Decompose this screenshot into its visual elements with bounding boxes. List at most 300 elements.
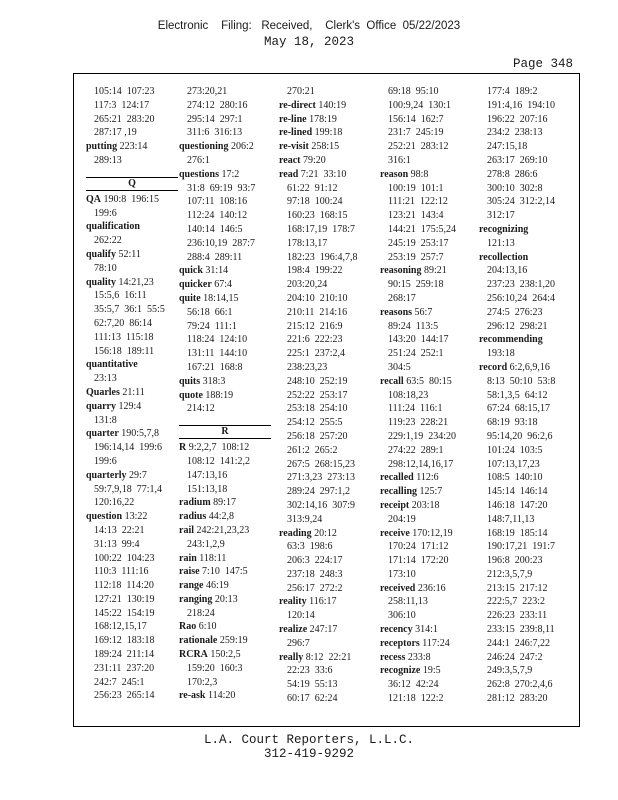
page-line-refs: 22:23 33:6 (287, 665, 333, 677)
page-line-refs: 150:2,5 (210, 649, 241, 661)
page-line-refs: 36:12 42:24 (388, 679, 439, 691)
page-line-refs: 237:23 238:1,20 (487, 279, 556, 291)
page-line-refs: 203:18 (411, 499, 440, 511)
page-line-refs: 296:7 (287, 637, 310, 649)
page-line-refs: 112:6 (416, 472, 439, 484)
index-term: record (479, 361, 508, 373)
index-term: qualify (86, 248, 117, 260)
index-term: quite (179, 292, 201, 304)
page-line-refs: 156:14 162:7 (388, 113, 444, 125)
index-term: recency (380, 624, 413, 636)
index-term: re-line (279, 113, 307, 125)
page-line-refs: 251:24 252:1 (388, 348, 444, 360)
index-column-4 (380, 85, 472, 706)
page-line-refs: 233:8 (407, 651, 431, 663)
page-line-refs: 116:17 (309, 596, 337, 608)
page-line-refs: 212:3,5,7,9 (487, 568, 533, 580)
page-line-refs: 9:2,2,7 108:12 (188, 442, 250, 454)
page-line-refs: 169:12 183:18 (94, 635, 155, 647)
page-line-refs: 316:1 (388, 154, 411, 166)
page-line-refs: 31:14 (205, 265, 229, 277)
index-term: receptors (380, 637, 420, 649)
page-line-refs: 23:13 (94, 373, 117, 385)
page-line-refs: 189:24 211:14 (94, 649, 155, 661)
page-line-refs: 108:12 141:2,2 (187, 455, 251, 467)
page-line-refs: 173:10 (388, 568, 416, 580)
index-entry (279, 651, 371, 665)
index-entry (380, 664, 472, 678)
index-term: putting (86, 141, 118, 153)
page-line-refs: 168:17,19 178:7 (287, 223, 356, 235)
index-term: ranging (179, 593, 213, 605)
index-term: radius (179, 511, 207, 523)
page-line-refs: 190:5,7,8 (121, 428, 160, 440)
page-line-refs: 300:10 302:8 (487, 182, 543, 194)
page-line-refs: 17:2 (221, 168, 240, 180)
page-line-refs: 111:24 116:1 (388, 403, 443, 415)
letter-heading: Q (86, 177, 178, 191)
index-term: rail (179, 524, 194, 536)
page-line-refs: 199:6 (94, 207, 117, 219)
index-entry (179, 375, 271, 389)
index-term: recollection (479, 251, 529, 263)
page-line-refs: 278:8 286:6 (487, 168, 538, 180)
index-entry (479, 333, 571, 347)
page-line-refs: 188:19 (205, 389, 234, 401)
index-entry (479, 251, 571, 265)
page-line-refs: 213:15 217:12 (487, 582, 548, 594)
page-line-refs: 140:19 (318, 99, 347, 111)
page-line-refs: 312:17 (487, 210, 515, 222)
page-line-refs: 123:21 143:4 (388, 210, 444, 222)
index-entry (380, 471, 472, 485)
index-term: re-visit (279, 141, 309, 153)
index-column-3 (279, 85, 371, 706)
page-line-refs: 253:18 254:10 (287, 403, 348, 415)
page-line-refs: 287:17 ,19 (94, 127, 137, 139)
page-line-refs: 170:2,3 (187, 676, 218, 688)
page-line-refs: 20:13 (214, 593, 238, 605)
index-entry (380, 527, 472, 541)
deposition-date: May 18, 2023 (263, 35, 354, 49)
index-term: QA (86, 193, 101, 205)
index-entry (380, 499, 472, 513)
index-entry (380, 306, 472, 320)
page-line-refs: 67:4 (214, 279, 233, 291)
index-entry (380, 651, 472, 665)
page-line-refs: 59:7,9,18 77:1,4 (94, 483, 163, 495)
page-line-refs: 160:23 168:15 (287, 210, 348, 222)
page-line-refs: 295:14 297:1 (187, 113, 243, 125)
page-line-refs: 304:5 (388, 361, 411, 373)
page-line-refs: 21:11 (122, 386, 145, 398)
page-line-refs: 259:19 (219, 635, 248, 647)
page-line-refs: 100:22 104:23 (94, 552, 155, 564)
index-entry (179, 689, 271, 703)
page-line-refs: 46:19 (205, 580, 229, 592)
index-term: quality (86, 276, 117, 288)
index-entry (86, 248, 178, 262)
index-term: questioning (179, 141, 229, 153)
page-line-refs: 204:10 210:10 (287, 292, 348, 304)
index-term: recalling (380, 486, 418, 498)
index-entry (179, 565, 271, 579)
page-line-refs: 221:6 222:23 (287, 334, 343, 346)
page-line-refs: 13:22 (124, 511, 148, 523)
index-term: quits (179, 375, 201, 387)
page-line-refs: 117:3 124:17 (94, 99, 150, 111)
page-line-refs: 156:18 189:11 (94, 345, 155, 357)
page-line-refs: 274:22 289:1 (388, 444, 444, 456)
page-line-refs: 145:14 146:14 (487, 486, 548, 498)
page-line-refs: 35:5,7 36:1 55:5 (94, 304, 165, 316)
index-entry (179, 648, 271, 662)
page-line-refs: 281:12 283:20 (487, 693, 548, 705)
index-term: re-ask (179, 690, 206, 702)
index-entry (380, 485, 472, 499)
page-line-refs: 274:12 280:16 (187, 99, 248, 111)
page-line-refs: 108:18,23 (388, 389, 429, 401)
page-line-refs: 226:23 233:11 (487, 610, 548, 622)
page-line-refs: 69:18 95:10 (388, 86, 439, 97)
index-term: receive (380, 527, 410, 539)
page-line-refs: 100:9,24 130:1 (388, 99, 452, 111)
page-line-refs: 171:14 172:20 (388, 555, 449, 567)
index-term: quick (179, 265, 203, 277)
page-line-refs: 101:24 103:5 (487, 444, 543, 456)
index-term: questions (179, 168, 220, 180)
page-line-refs: 296:12 298:21 (487, 320, 548, 332)
page-line-refs: 107:11 108:16 (187, 196, 248, 208)
page-line-refs: 306:10 (388, 610, 416, 622)
page-line-refs: 170:12,19 (412, 527, 453, 539)
page-line-refs: 298:12,14,16,17 (388, 458, 454, 470)
page-line-refs: 110:3 111:16 (94, 566, 149, 578)
page-line-refs: 276:1 (187, 154, 210, 166)
index-column-2 (179, 85, 271, 703)
page-line-refs: 8:13 50:10 53:8 (487, 375, 556, 387)
page-line-refs: 105:14 107:23 (94, 86, 155, 97)
page-line-refs: 252:21 283:12 (388, 141, 449, 153)
page-line-refs: 18:14,15 (203, 292, 239, 304)
index-term: react (279, 154, 301, 166)
page-line-refs: 231:11 237:20 (94, 662, 155, 674)
page-line-refs: 68:19 93:18 (487, 417, 538, 429)
index-entry (479, 223, 571, 237)
page-line-refs: 288:4 289:11 (187, 251, 243, 263)
page-line-refs: 107:13,17,23 (487, 458, 540, 470)
index-entry (380, 168, 472, 182)
index-entry (279, 113, 371, 127)
page-line-refs: 20:12 (314, 527, 337, 539)
page-line-refs: 129:4 (118, 400, 142, 412)
page-line-refs: 60:17 62:24 (287, 693, 338, 705)
index-entry (86, 220, 178, 234)
page-line-refs: 273:20,21 (187, 86, 228, 97)
page-line-refs: 274:5 276:23 (487, 306, 543, 318)
page-line-refs: 112:24 140:12 (187, 210, 248, 222)
page-line-refs: 127:21 130:19 (94, 593, 155, 605)
index-entry (179, 140, 271, 154)
page-line-refs: 97:18 100:24 (287, 196, 343, 208)
index-entry (86, 193, 178, 207)
index-entry (179, 552, 271, 566)
page-line-refs: 236:10,19 287:7 (187, 237, 256, 249)
index-entry (179, 634, 271, 648)
page-line-refs: 262:22 (94, 235, 122, 247)
index-entry (279, 595, 371, 609)
index-entry (179, 264, 271, 278)
letter-heading: R (179, 425, 271, 439)
page-line-refs: 267:5 268:15,23 (287, 458, 356, 470)
index-term: receipt (380, 499, 410, 511)
index-term: really (279, 651, 304, 663)
page-line-refs: 54:19 55:13 (287, 679, 338, 691)
index-term: quantitative (86, 359, 138, 371)
page-line-refs: 89:21 (424, 265, 447, 277)
index-term: range (179, 580, 204, 592)
index-entry (86, 386, 178, 400)
page-line-refs: 31:8 69:19 93:7 (187, 182, 256, 194)
page-line-refs: 14:21,23 (118, 276, 154, 288)
page-line-refs: 242:21,23,23 (196, 524, 250, 536)
index-entry (86, 276, 178, 290)
page-line-refs: 100:19 101:1 (388, 182, 444, 194)
page-line-refs: 8:12 22:21 (305, 651, 352, 663)
index-entry (179, 292, 271, 306)
index-term: Rao (179, 621, 197, 633)
page-line-refs: 111:21 122:12 (388, 196, 448, 208)
index-entry (279, 168, 371, 182)
page-line-refs: 146:18 147:20 (487, 499, 548, 511)
page-line-refs: 89:17 (213, 497, 236, 509)
reporter-company: L.A. Court Reporters, L.L.C. (203, 733, 415, 747)
page-line-refs: 7:21 33:10 (300, 168, 347, 180)
page-line-refs: 222:5,7 223:2 (487, 596, 546, 608)
page-line-refs: 118:24 124:10 (187, 334, 248, 346)
page-line-refs: 247:15,18 (487, 141, 528, 153)
index-entry (86, 469, 178, 483)
index-term: Quarles (86, 386, 120, 398)
index-column-1 (86, 85, 178, 703)
page-line-refs: 199:18 (314, 127, 343, 139)
index-entry (279, 527, 371, 541)
index-entry (86, 400, 178, 414)
page-line-refs: 196:14,14 199:6 (94, 442, 163, 454)
page-line-refs: 121:18 122:2 (388, 693, 444, 705)
page-line-refs: 261:2 265:2 (287, 444, 338, 456)
page-line-refs: 79:24 111:1 (187, 320, 237, 332)
page-line-refs: 121:13 (487, 237, 515, 249)
index-term: re-lined (279, 127, 313, 139)
page-line-refs: 56:7 (414, 306, 433, 318)
page-line-refs: 237:18 248:3 (287, 568, 343, 580)
page-line-refs: 268:17 (388, 292, 416, 304)
page-line-refs: 67:24 68:15,17 (487, 403, 551, 415)
index-entry (179, 593, 271, 607)
filing-stamp: Electronic Filing: Received, Clerk's Office 05/22/2023 (157, 20, 461, 32)
page-line-refs: 29:7 (129, 469, 147, 481)
page-line-refs: 44:2,8 (208, 511, 235, 523)
index-entry (380, 582, 472, 596)
page-line-refs: 62:7,20 86:14 (94, 317, 153, 329)
page-line-refs: 19:5 (422, 665, 441, 677)
index-entry (380, 375, 472, 389)
page-line-refs: 79:20 (302, 154, 326, 166)
page-line-refs: 218:24 (187, 607, 215, 619)
page-line-refs: 238:23,23 (287, 361, 328, 373)
page-line-refs: 143:20 144:17 (388, 334, 449, 346)
page-line-refs: 144:21 175:5,24 (388, 223, 457, 235)
page-line-refs: 229:1,19 234:20 (388, 430, 457, 442)
index-term: received (380, 582, 416, 594)
index-term: reason (380, 168, 409, 180)
index-entry (179, 389, 271, 403)
page-line-refs: 191:4,16 194:10 (487, 99, 556, 111)
index-entry (179, 168, 271, 182)
index-entry (380, 623, 472, 637)
page-line-refs: 247:17 (309, 624, 338, 636)
page-line-refs: 145:22 154:19 (94, 607, 155, 619)
index-term: recommending (479, 334, 543, 346)
page-line-refs: 314:1 (415, 624, 438, 636)
page-line-refs: 243:1,2,9 (187, 538, 225, 550)
page-line-refs: 263:17 269:10 (487, 154, 548, 166)
page-line-refs: 196:22 207:16 (487, 113, 548, 125)
page-line-refs: 151:13,18 (187, 483, 228, 495)
index-frame (73, 73, 580, 727)
page-line-refs: 199:6 (94, 455, 117, 467)
page-line-refs: 120:14 (287, 610, 315, 622)
index-entry (86, 510, 178, 524)
page-line-refs: 256:23 265:14 (94, 690, 155, 702)
index-term: realize (279, 624, 308, 636)
page-line-refs: 78:10 (94, 262, 117, 274)
index-term: read (279, 168, 299, 180)
page-line-refs: 131:8 (94, 414, 117, 426)
page-line-refs: 206:2 (230, 141, 254, 153)
page-line-refs: 56:18 66:1 (187, 306, 233, 318)
index-term: quote (179, 389, 203, 401)
page-line-refs: 190:8 196:15 (103, 193, 160, 205)
page-line-refs: 119:23 228:21 (388, 417, 449, 429)
index-term: reasons (380, 306, 413, 318)
index-term: rationale (179, 635, 218, 647)
page-line-refs: 131:11 144:10 (187, 348, 248, 360)
page-line-refs: 246:24 247:2 (487, 651, 543, 663)
page-line-refs: 256:10,24 264:4 (487, 292, 556, 304)
page-line-refs: 61:22 91:12 (287, 182, 338, 194)
index-term: quarry (86, 400, 116, 412)
page-line-refs: 252:22 253:17 (287, 389, 348, 401)
page-line-refs: 147:13,16 (187, 469, 228, 481)
page-line-refs: 311:6 316:13 (187, 127, 243, 139)
page-line-refs: 118:11 (199, 552, 227, 564)
index-entry (179, 441, 271, 455)
page-line-refs: 223:14 (119, 141, 148, 153)
index-term: recess (380, 651, 406, 663)
index-term: question (86, 511, 123, 523)
index-entry (279, 140, 371, 154)
page-line-refs: 63:5 80:15 (406, 375, 452, 387)
index-entry (86, 140, 178, 154)
index-entry (279, 623, 371, 637)
index-term: quicker (179, 279, 212, 291)
index-entry (179, 278, 271, 292)
index-term: RCRA (179, 649, 208, 661)
index-entry (179, 579, 271, 593)
page-line-refs: 242:7 245:1 (94, 676, 145, 688)
page-line-refs: 254:12 255:5 (287, 417, 343, 429)
page-line-refs: 7:10 147:5 (202, 566, 248, 578)
index-term: quarterly (86, 469, 127, 481)
page-line-refs: 170:24 171:12 (388, 541, 449, 553)
page-line-refs: 89:24 113:5 (388, 320, 439, 332)
page-line-refs: 168:19 185:14 (487, 527, 548, 539)
index-term: recognizing (479, 223, 529, 235)
page-line-refs: 225:1 237:2,4 (287, 348, 346, 360)
page-line-refs: 245:19 253:17 (388, 237, 449, 249)
page-line-refs: 140:14 146:5 (187, 223, 243, 235)
page-line-refs: 262:8 270:2,4,6 (487, 679, 553, 691)
page-line-refs: 256:18 257:20 (287, 430, 348, 442)
page-line-refs: 58:1,3,5 64:12 (487, 389, 548, 401)
page-line-refs: 270:21 (287, 86, 315, 97)
page-line-refs: 206:3 224:17 (287, 555, 343, 567)
index-entry (86, 427, 178, 441)
index-entry (279, 99, 371, 113)
page-line-refs: 313:9,24 (287, 513, 323, 525)
page-line-refs: 210:11 214:16 (287, 306, 348, 318)
page-line-refs: 193:18 (487, 348, 515, 360)
index-entry (380, 637, 472, 651)
index-term: rain (179, 552, 197, 564)
page-line-refs: 196:8 200:23 (487, 555, 543, 567)
page-line-refs: 214:12 (187, 403, 215, 415)
page-line-refs: 289:13 (94, 154, 122, 166)
section-gap (86, 168, 178, 174)
page-line-refs: 120:16,22 (94, 497, 135, 509)
page-line-refs: 258:11,13 (388, 596, 428, 608)
page-line-refs: 233:15 239:8,11 (487, 624, 555, 636)
page-line-refs: 258:15 (311, 141, 340, 153)
page-line-refs: 98:8 (410, 168, 429, 180)
page-line-refs: 234:2 238:13 (487, 127, 543, 139)
page-line-refs: 265:21 283:20 (94, 113, 155, 125)
index-term: R (179, 442, 187, 454)
page-line-refs: 112:18 114:20 (94, 580, 154, 592)
page-line-refs: 111:13 115:18 (94, 331, 154, 343)
page-line-refs: 249:3,5,7,9 (487, 665, 533, 677)
page-line-refs: 204:13,16 (487, 265, 528, 277)
page-line-refs: 63:3 198:6 (287, 541, 333, 553)
page-line-refs: 231:7 245:19 (388, 127, 444, 139)
index-entry (179, 524, 271, 538)
index-term: recall (380, 375, 404, 387)
page-line-refs: 14:13 22:21 (94, 524, 145, 536)
index-term: reading (279, 527, 312, 539)
page-line-refs: 178:13,17 (287, 237, 328, 249)
page-line-refs: 95:14,20 96:2,6 (487, 430, 553, 442)
section-gap (179, 416, 271, 422)
page-line-refs: 236:16 (417, 582, 446, 594)
page-line-refs: 114:20 (207, 690, 236, 702)
page-line-refs: 190:17,21 191:7 (487, 541, 556, 553)
page-number: Page 348 (512, 57, 573, 71)
page-line-refs: 253:19 257:7 (388, 251, 444, 263)
index-term: recognize (380, 665, 421, 677)
page-line-refs: 31:13 99:4 (94, 538, 140, 550)
